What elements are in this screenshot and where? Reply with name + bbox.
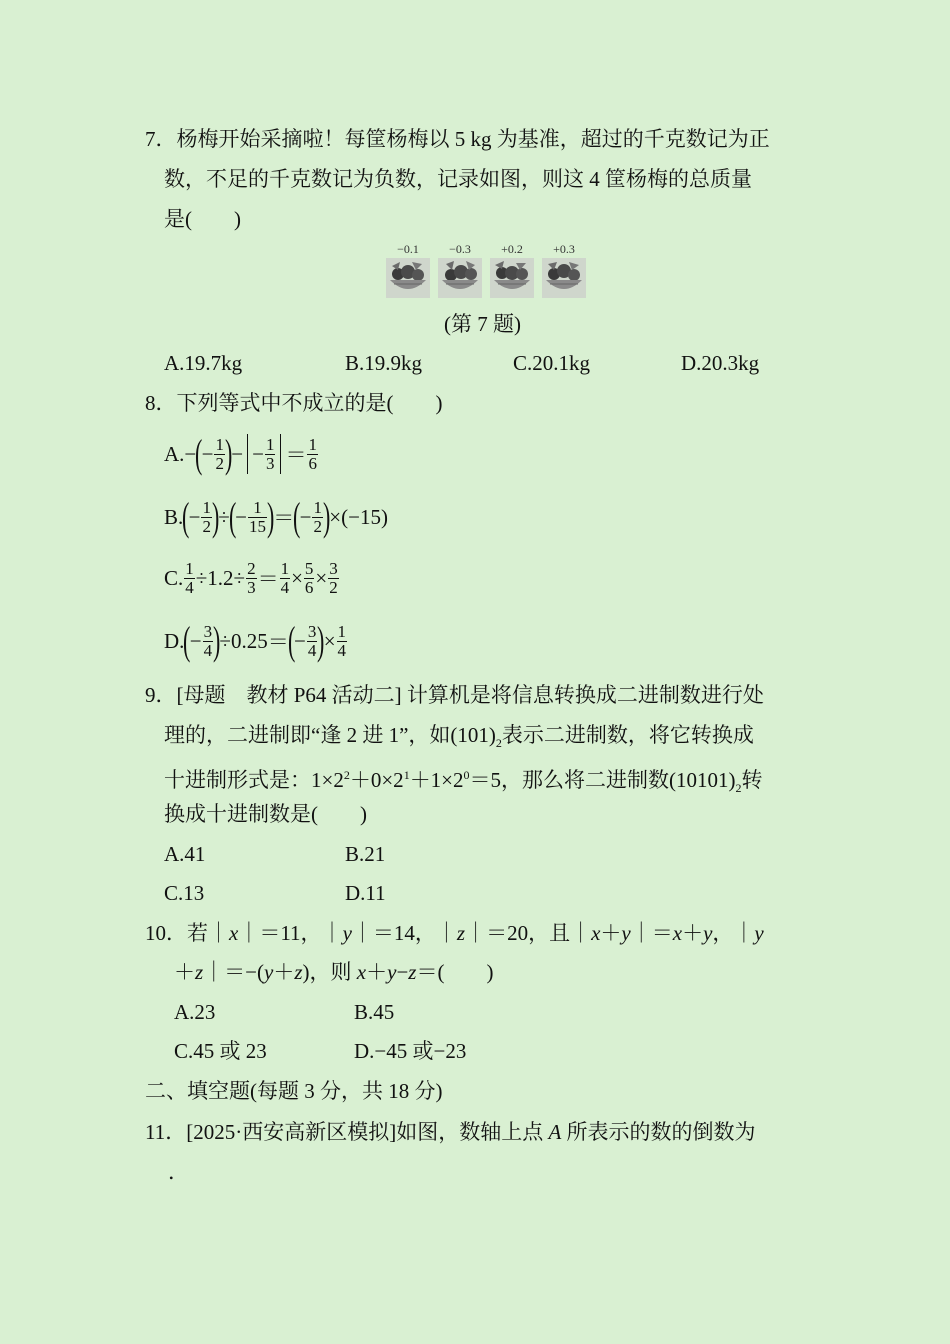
minus-sign: − bbox=[189, 628, 202, 653]
divide-sign: ÷ bbox=[218, 504, 230, 529]
times-sign: × bbox=[291, 565, 303, 590]
basket-image-icon bbox=[438, 258, 482, 298]
q9-line-4: 换成十进制数是( ) bbox=[164, 802, 367, 826]
right-paren: ) bbox=[211, 494, 220, 539]
q9-line-2: 理的，二进制即“逢 2 进 1”，如$(101)_2$表示二进制数，将它转换成 bbox=[164, 723, 754, 750]
fraction: $\frac{1}{4}$ bbox=[337, 621, 347, 660]
q7-option-d[interactable]: D.20.3kg bbox=[681, 351, 760, 375]
left-paren: ( bbox=[182, 494, 190, 539]
fraction: $\frac{1}{2}$ bbox=[202, 497, 211, 536]
q8-option-b[interactable]: B. ( − $\frac{1}{2}$ ) ÷ ( − $\frac{1}{15}$ ) ＝ ( − $\frac{1}{2}$ ) ×(− 15 ) bbox=[164, 494, 388, 539]
abs-bar bbox=[247, 434, 248, 474]
q10-line-2: ＋z｜＝−(y＋z)，则 x＋y−z＝( ) bbox=[174, 960, 494, 984]
option-label: C. bbox=[164, 565, 184, 590]
q7-line-1: 7．杨梅开始采摘啦！每筐杨梅以 5 kg 为基准，超过的千克数记为正 bbox=[145, 127, 770, 151]
basket-2 bbox=[438, 242, 482, 300]
option-label: D. bbox=[164, 628, 185, 653]
minus-sign: − bbox=[201, 441, 214, 466]
basket-label: +0.3 bbox=[553, 242, 575, 256]
basket-4 bbox=[542, 242, 586, 300]
right-paren: ) bbox=[322, 494, 331, 539]
minus-sign: − bbox=[299, 504, 312, 529]
q9-option-a[interactable]: A.41 bbox=[164, 842, 206, 866]
basket-label: −0.3 bbox=[449, 242, 471, 256]
q9-line-1: 9．[母题 教材 P64 活动二] 计算机是将信息转换成二进制数进行处 bbox=[145, 683, 764, 707]
q9-option-b[interactable]: B.21 bbox=[345, 842, 386, 866]
divide-sign: ÷ bbox=[233, 565, 246, 590]
times-sign: × bbox=[315, 565, 328, 590]
value: 1.2 bbox=[207, 565, 234, 590]
right-paren: ) bbox=[224, 431, 233, 476]
equals-sign: ＝ bbox=[267, 630, 289, 654]
fraction: $\frac{2}{3}$ bbox=[247, 558, 256, 597]
left-paren: ( bbox=[293, 494, 301, 539]
fraction: $\frac{1}{2}$ bbox=[215, 434, 224, 473]
q10-option-d[interactable]: D.−45 或−23 bbox=[354, 1039, 467, 1063]
right-paren: ) bbox=[317, 618, 325, 663]
equals-sign: ＝ bbox=[257, 567, 279, 591]
basket-3 bbox=[490, 242, 534, 300]
q10-option-a[interactable]: A.23 bbox=[174, 1000, 216, 1024]
minus-sign: − bbox=[231, 441, 244, 466]
option-label: A. bbox=[164, 441, 185, 466]
basket-image-icon bbox=[490, 258, 534, 298]
basket-1 bbox=[386, 242, 430, 300]
section-heading: 二、填空题(每题 3 分，共 18 分) bbox=[145, 1079, 443, 1103]
fraction: $\frac{1}{4}$ bbox=[280, 558, 290, 597]
basket-figure bbox=[386, 242, 586, 302]
left-paren: ( bbox=[228, 494, 237, 539]
q7-option-c[interactable]: C.20.1kg bbox=[513, 351, 591, 375]
option-label: B. bbox=[164, 504, 184, 529]
q10-option-b[interactable]: B.45 bbox=[354, 1000, 395, 1024]
left-paren: ( bbox=[287, 618, 296, 663]
left-paren: ( bbox=[183, 618, 191, 663]
fraction: $\frac{1}{6}$ bbox=[308, 434, 317, 473]
left-paren: ( bbox=[195, 431, 203, 476]
right-paren: ) bbox=[266, 494, 275, 539]
right-paren: ) bbox=[213, 618, 221, 663]
times-sign: × bbox=[323, 628, 336, 653]
q8-option-c[interactable] bbox=[164, 553, 340, 603]
q7-line-3: 是( ) bbox=[164, 207, 241, 231]
q7-option-a[interactable]: A.19.7kg bbox=[164, 351, 243, 375]
fraction: $\frac{5}{6}$ bbox=[304, 558, 314, 597]
q8-option-a[interactable] bbox=[164, 429, 319, 479]
times-sign: ×(− bbox=[329, 504, 360, 529]
minus-sign: − bbox=[188, 504, 201, 529]
fraction: $\frac{3}{4}$ bbox=[307, 621, 317, 660]
value: 15 bbox=[359, 504, 381, 529]
minus-sign: − bbox=[294, 628, 306, 653]
q9-line-3: 十进制形式是：$1\times 2^2+0\times 2^1+1\times 2^0=5$，那么将二进制数$(10101)_2$转 bbox=[164, 768, 763, 795]
q7-line-2: 数，不足的千克数记为负数，记录如图，则这 4 筐杨梅的总质量 bbox=[164, 167, 752, 191]
fraction: $\frac{1}{2}$ bbox=[313, 497, 322, 536]
equals-sign: ＝ bbox=[285, 443, 307, 467]
q10-option-c[interactable]: C.45 或 23 bbox=[174, 1039, 267, 1063]
basket-label: −0.1 bbox=[397, 242, 419, 256]
abs-bar bbox=[280, 434, 281, 474]
divide-sign: ÷ bbox=[219, 628, 231, 653]
minus-sign: − bbox=[252, 441, 264, 466]
minus-sign: − bbox=[184, 441, 197, 466]
fraction: $\frac{1}{15}$ bbox=[248, 497, 266, 536]
basket-image-icon bbox=[386, 258, 430, 298]
fraction: $\frac{3}{2}$ bbox=[329, 558, 338, 597]
q10-line-1: 10．若｜x｜＝11，｜y｜＝14，｜z｜＝20，且｜x＋y｜＝x＋y，｜y bbox=[145, 921, 764, 945]
q8-stem: 8．下列等式中不成立的是( ) bbox=[145, 391, 443, 415]
divide-sign: ÷ bbox=[195, 565, 208, 590]
q8-option-d[interactable] bbox=[164, 616, 348, 666]
fraction: $\frac{3}{4}$ bbox=[203, 621, 213, 660]
fraction: $\frac{1}{3}$ bbox=[265, 434, 275, 473]
basket-label: +0.2 bbox=[501, 242, 523, 256]
minus-sign: − bbox=[235, 504, 247, 529]
fraction: $\frac{1}{4}$ bbox=[185, 558, 194, 597]
q11-line-1: 11．[2025·西安高新区模拟]如图，数轴上点 A 所表示的数的倒数为 bbox=[145, 1120, 756, 1144]
equals-sign: ＝ bbox=[273, 506, 295, 530]
q7-caption: (第 7 题) bbox=[444, 312, 521, 336]
q9-option-d[interactable]: D.11 bbox=[345, 881, 386, 905]
basket-image-icon bbox=[542, 258, 586, 298]
q9-option-c[interactable]: C.13 bbox=[164, 881, 205, 905]
value: 0.25 bbox=[230, 628, 268, 653]
q11-line-2: ． bbox=[168, 1160, 189, 1184]
q7-option-b[interactable]: B.19.9kg bbox=[345, 351, 423, 375]
